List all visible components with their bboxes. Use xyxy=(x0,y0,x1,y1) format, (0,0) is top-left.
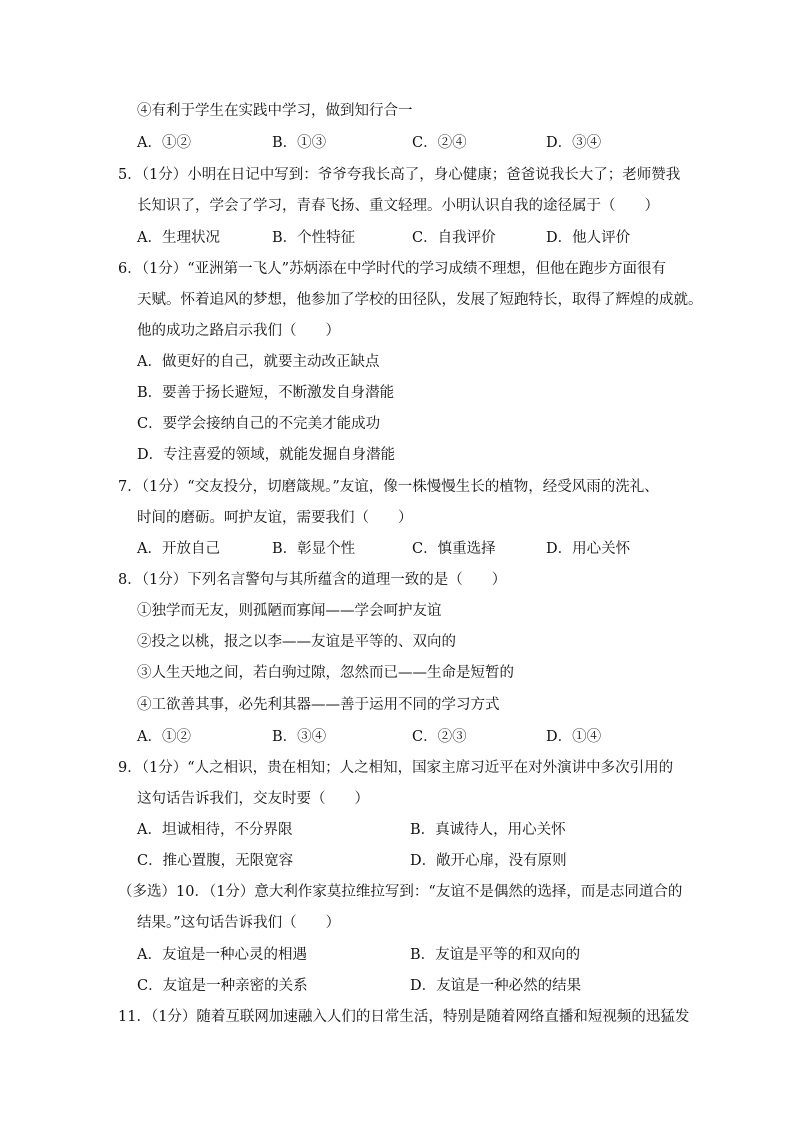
q8-item-1: ①独学而无友，则孤陋而寡闻——学会呵护友谊 xyxy=(137,603,442,619)
q9-option-a: A．坦诚相待，不分界限 xyxy=(137,822,293,838)
q5-option-a: A．生理状况 xyxy=(137,230,220,246)
q7-option-a: A．开放自己 xyxy=(137,541,220,557)
q4-item-4: ④有利于学生在实践中学习，做到知行合一 xyxy=(137,103,413,119)
q10-option-b: B．友谊是平等的和双向的 xyxy=(410,947,581,963)
q8-item-2: ②投之以桃，报之以李——友谊是平等的、双向的 xyxy=(137,634,456,650)
q4-option-a: A．①② xyxy=(137,135,191,151)
q5-option-d: D．他人评价 xyxy=(546,230,631,246)
q7-stem-line-1: 7．（1分）“交友投分，切磨箴规。”友谊，像一株慢慢生长的植物，经受风雨的洗礼、 xyxy=(118,479,659,495)
q7-option-b: B．彰显个性 xyxy=(272,541,356,557)
q8-stem-line-1: 8．（1分）下列名言警句与其所蕴含的道理一致的是（ ） xyxy=(118,572,507,588)
q7-option-d: D．用心关怀 xyxy=(546,541,631,557)
q8-item-4: ④工欲善其事，必先利其器——善于运用不同的学习方式 xyxy=(137,697,500,713)
q6-option-c: C．要学会接纳自己的不完美才能成功 xyxy=(137,416,381,432)
q6-option-d: D．专注喜爱的领域，就能发掘自身潜能 xyxy=(137,447,396,463)
q8-option-d: D．①④ xyxy=(546,729,602,745)
q5-stem-line-1: 5．（1分）小明在日记中写到：爷爷夸我长高了，身心健康；爸爸说我长大了；老师赞我 xyxy=(118,167,681,183)
q5-option-b: B．个性特征 xyxy=(272,230,356,246)
q6-stem-line-2: 天赋。怀着追风的梦想，他参加了学校的田径队，发展了短跑特长，取得了辉煌的成就。 xyxy=(137,292,703,308)
q9-option-b: B．真诚待人，用心关怀 xyxy=(410,822,566,838)
q8-option-a: A．①② xyxy=(137,729,191,745)
q10-option-a: A．友谊是一种心灵的相遇 xyxy=(137,947,307,963)
q10-option-d: D．友谊是一种必然的结果 xyxy=(410,978,582,994)
q9-stem-line-1: 9．（1分）“人之相识，贵在相知；人之相知，国家主席习近平在对外演讲中多次引用的 xyxy=(118,760,674,776)
q9-stem-line-2: 这句话告诉我们，交友时要（ ） xyxy=(137,791,369,807)
q10-stem-line-1: （多选）10．（1分）意大利作家莫拉维拉写到：“友谊不是偶然的选择，而是志同道合的 xyxy=(118,884,683,900)
q4-option-d: D．③④ xyxy=(546,135,602,151)
q7-stem-line-2: 时间的磨砺。呵护友谊，需要我们（ ） xyxy=(137,510,413,526)
q6-option-a: A．做更好的自己，就要主动改正缺点 xyxy=(137,354,380,370)
q5-option-c: C．自我评价 xyxy=(412,230,496,246)
q9-option-c: C．推心置腹，无限宽容 xyxy=(137,853,294,869)
q5-stem-line-2: 长知识了，学会了学习，青春飞扬、重文轻理。小明认识自我的途径属于（ ） xyxy=(137,198,659,214)
q8-item-3: ③人生天地之间，若白驹过隙，忽然而已——生命是短暂的 xyxy=(137,665,514,681)
q8-option-b: B．③④ xyxy=(272,729,327,745)
q6-stem-line-3: 他的成功之路启示我们（ ） xyxy=(137,323,340,339)
q10-option-c: C．友谊是一种亲密的关系 xyxy=(137,978,308,994)
q9-option-d: D．敞开心扉，没有原则 xyxy=(410,853,567,869)
q7-option-c: C．慎重选择 xyxy=(412,541,496,557)
q10-stem-line-2: 结果。”这句话告诉我们（ ） xyxy=(137,915,341,931)
q6-stem-line-1: 6．（1分）“亚洲第一飞人”苏炳添在中学时代的学习成绩不理想，但他在跑步方面很有 xyxy=(118,261,667,277)
q8-option-c: C．②③ xyxy=(412,729,467,745)
q4-option-b: B．①③ xyxy=(272,135,327,151)
q4-option-c: C．②④ xyxy=(412,135,467,151)
q6-option-b: B．要善于扬长避短，不断激发自身潜能 xyxy=(137,385,395,401)
q11-stem-line-1: 11．（1分）随着互联网加速融入人们的日常生活，特别是随着网络直播和短视频的迅猛发 xyxy=(118,1009,690,1025)
